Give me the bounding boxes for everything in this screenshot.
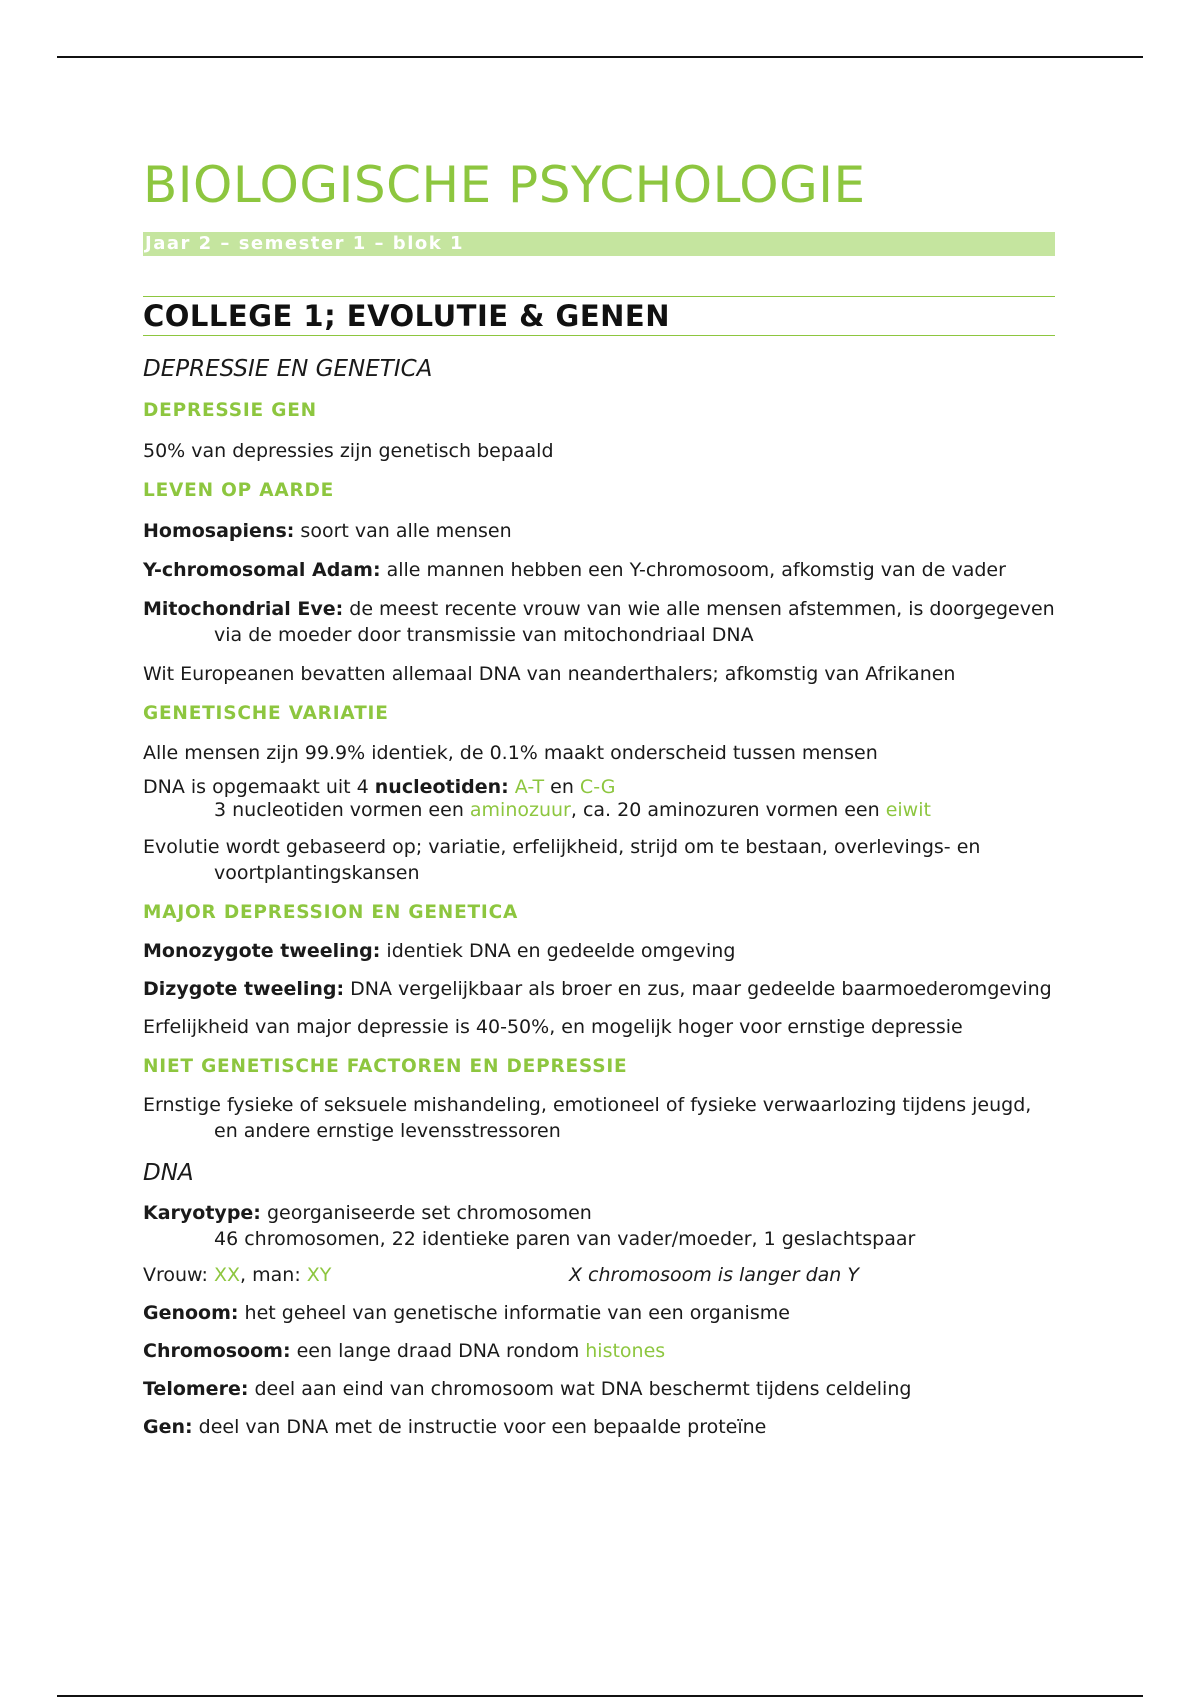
paragraph: Evolutie wordt gebaseerd op; variatie, erfelijkheid, strijd om te bestaan, overlevings- en voortplantingskansen [143, 836, 981, 884]
text: 3 nucleotiden vormen een [214, 799, 470, 821]
paragraph-chromosoom [143, 1338, 1055, 1364]
subheading-depressie-gen: DEPRESSIE GEN [143, 400, 317, 421]
subheading-leven: LEVEN OP AARDE [143, 480, 335, 501]
paragraph-genoom [143, 1300, 1055, 1326]
term: Monozygote tweeling: [143, 940, 381, 962]
text: DNA is opgemaakt uit 4 [143, 776, 375, 798]
subheading-variatie: GENETISCHE VARIATIE [143, 703, 389, 724]
term: Y-chromosomal Adam: [143, 559, 381, 581]
highlight: aminozuur [469, 799, 571, 821]
paragraph: Alle mensen zijn 99.9% identiek, de 0.1% maakt onderscheid tussen mensen [143, 742, 878, 764]
document-title: BIOLOGISCHE PSYCHOLOGIE [143, 156, 866, 214]
text: georganiseerde set chromosomen [260, 1202, 592, 1224]
paragraph-monozygote [143, 938, 1055, 964]
text: , man: [240, 1264, 307, 1286]
paragraph-geslacht [143, 1262, 1055, 1288]
paragraph-eve [143, 596, 1055, 648]
highlight: XX [214, 1264, 241, 1286]
text: en [544, 776, 580, 798]
highlight: A-T [514, 776, 545, 798]
paragraph-gen [143, 1414, 1055, 1440]
document-body [143, 150, 1055, 1440]
term: Mitochondrial Eve: [143, 598, 344, 620]
term: Karyotype: [143, 1202, 261, 1224]
paragraph-karyotype [143, 1200, 1055, 1226]
paragraph: Erfelijkheid van major depressie is 40-50%, en mogelijk hoger voor ernstige depressie [143, 1016, 963, 1038]
text: deel van DNA met de instructie voor een bepaalde proteïne [192, 1416, 767, 1438]
term: Chromosoom: [143, 1340, 291, 1362]
paragraph-homosapiens [143, 518, 1055, 544]
paragraph-nucleotiden [143, 776, 1055, 799]
term: Homosapiens: [143, 520, 295, 542]
text: , ca. 20 aminozuren vormen een [570, 799, 886, 821]
text: soort van alle mensen [294, 520, 512, 542]
subtitle-band: Jaar 2 – semester 1 – blok 1 [143, 232, 1055, 256]
term: Genoom: [143, 1302, 239, 1324]
highlight: C-G [579, 776, 616, 798]
text: identiek DNA en gedeelde omgeving [380, 940, 736, 962]
highlight: eiwit [885, 799, 931, 821]
paragraph-dizygote [143, 976, 1055, 1002]
highlight: histones [585, 1340, 666, 1362]
top-rule [57, 56, 1143, 58]
paragraph: Wit Europeanen bevatten allemaal DNA van neanderthalers; afkomstig van Afrikanen [143, 663, 956, 685]
bottom-rule [57, 1695, 1143, 1697]
paragraph: 50% van depressies zijn genetisch bepaald [143, 440, 554, 462]
section-title-depressie: DEPRESSIE EN GENETICA [143, 356, 433, 382]
term: Telomere: [143, 1378, 249, 1400]
subheading-niet-genetisch: NIET GENETISCHE FACTOREN EN DEPRESSIE [143, 1056, 628, 1077]
text: deel aan eind van chromosoom wat DNA beschermt tijdens celdeling [248, 1378, 912, 1400]
term: Dizygote tweeling: [143, 978, 345, 1000]
paragraph-telomere [143, 1376, 1055, 1402]
text: alle mannen hebben een Y-chromosoom, afkomstig van de vader [380, 559, 1006, 581]
paragraph-aminozuur [143, 799, 1055, 822]
paragraph-adam [143, 557, 1055, 583]
text: het geheel van genetische informatie van een organisme [238, 1302, 790, 1324]
term: Gen: [143, 1416, 193, 1438]
college-heading: COLLEGE 1; EVOLUTIE & GENEN [143, 296, 1055, 336]
highlight: XY [306, 1264, 332, 1286]
text: Vrouw: [143, 1264, 214, 1286]
term: nucleotiden: [374, 776, 509, 798]
text: DNA vergelijkbaar als broer en zus, maar gedeelde baarmoederomgeving [344, 978, 1052, 1000]
note: X chromosoom is langer dan Y [569, 1264, 859, 1286]
text: de meest recente vrouw van wie alle mensen afstemmen, is doorgegeven via de moeder door transmissie van mitochondriaal DNA [214, 598, 1055, 646]
paragraph: 46 chromosomen, 22 identieke paren van vader/moeder, 1 geslachtspaar [214, 1228, 916, 1250]
paragraph: Ernstige fysieke of seksuele mishandeling, emotioneel of fysieke verwaarlozing tijdens jeugd, en andere ernstige levensstressoren [143, 1094, 1032, 1142]
subheading-major: MAJOR DEPRESSION EN GENETICA [143, 902, 519, 923]
text: een lange draad DNA rondom [290, 1340, 586, 1362]
section-title-dna: DNA [143, 1160, 194, 1186]
